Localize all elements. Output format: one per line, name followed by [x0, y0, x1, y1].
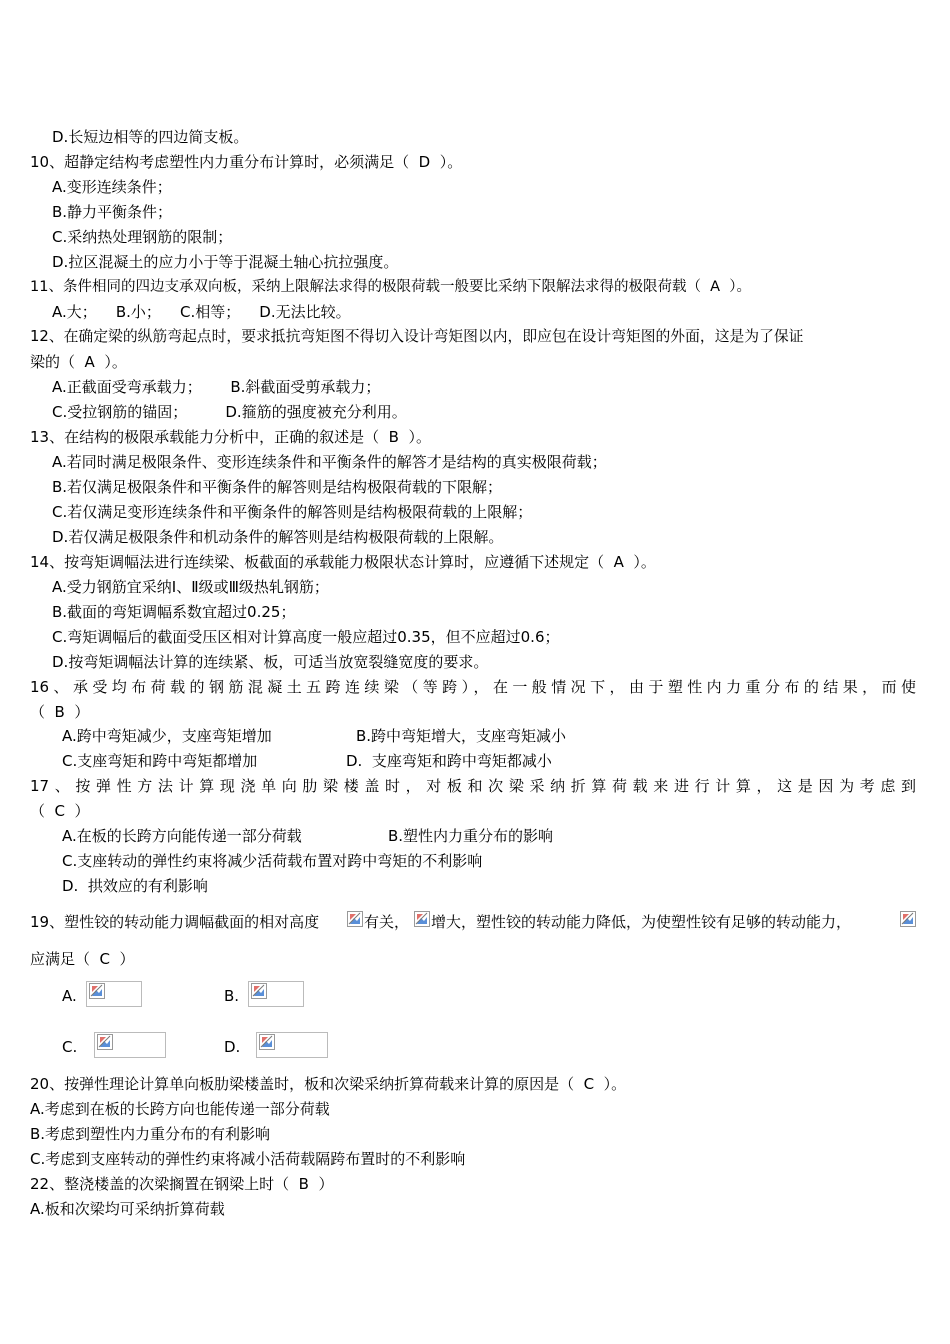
- option-line: A.在板的长跨方向能传递一部分荷载: [62, 827, 302, 845]
- question-16: 16、承受均布荷载的钢筋混凝土五跨连续梁（等跨），在一般情况下，由于塑性内力重分布的结果，而使: [30, 678, 916, 696]
- option-label: A.: [62, 987, 77, 1005]
- option-label: B.: [224, 987, 240, 1005]
- option-line: C.考虑到支座转动的弹性约束将减小活荷载隔跨布置时的不利影响: [30, 1150, 466, 1168]
- question-14: 14、按弯矩调幅法进行连续梁、板截面的承载能力极限状态计算时，应遵循下述规定（ A ）。: [30, 553, 656, 571]
- option-line: A.变形连续条件；: [52, 178, 172, 196]
- question-13: 13、在结构的极限承载能力分析中，正确的叙述是（ B ）。: [30, 428, 431, 446]
- question-19-part2: 有关，: [364, 913, 410, 931]
- option-line: B.考虑到塑性内力重分布的有利影响: [30, 1125, 271, 1143]
- option-line: C.采纳热处理钢筋的限制；: [52, 228, 233, 246]
- question-19-cont: 应满足（ C ）: [30, 950, 135, 968]
- option-line: C.支座转动的弹性约束将减少活荷载布置对跨中弯矩的不利影响: [62, 852, 483, 870]
- option-line: A.跨中弯矩减少，支座弯矩增加: [62, 727, 272, 745]
- option-line: B.静力平衡条件；: [52, 203, 173, 221]
- broken-image-icon: [97, 1034, 113, 1050]
- option-line: B.若仅满足极限条件和平衡条件的解答则是结构极限荷载的下限解；: [52, 478, 503, 496]
- question-12-cont: 梁的（ A ）。: [30, 353, 127, 371]
- question-17: 17、按弹性方法计算现浇单向肋梁楼盖时，对板和次梁采纳折算荷载来进行计算，这是因为考虑到: [30, 777, 916, 795]
- question-16-answer: （ B ）: [30, 703, 90, 721]
- option-line: B.截面的弯矩调幅系数宜超过0.25；: [52, 603, 296, 621]
- broken-image-icon: [347, 911, 363, 927]
- option-line: D.若仅满足极限条件和机动条件的解答则是结构极限荷载的上限解。: [52, 528, 504, 546]
- question-17-answer: （ C ）: [30, 802, 90, 820]
- option-line: A.板和次梁均可采纳折算荷载: [30, 1200, 225, 1218]
- option-line: D.按弯矩调幅法计算的连续紧、板，可适当放宽裂缝宽度的要求。: [52, 653, 489, 671]
- text-line: D.长短边相等的四边简支板。: [52, 128, 249, 146]
- option-line: D. 支座弯矩和跨中弯矩都减小: [346, 752, 552, 770]
- option-line: A.受力钢筋宜采纳Ⅰ、Ⅱ级或Ⅲ级热轧钢筋；: [52, 578, 329, 596]
- option-line: C.支座弯矩和跨中弯矩都增加: [62, 752, 258, 770]
- option-line: A.正截面受弯承载力； B.斜截面受剪承载力；: [52, 378, 381, 396]
- broken-image-icon: [259, 1034, 275, 1050]
- question-11: 11、条件相同的四边支承双向板，采纳上限解法求得的极限荷载一般要比采纳下限解法求得的极限荷载（ A ）。: [30, 279, 752, 295]
- option-line: B.跨中弯矩增大，支座弯矩减小: [356, 727, 567, 745]
- option-line: A.考虑到在板的长跨方向也能传递一部分荷载: [30, 1100, 330, 1118]
- broken-image-icon: [414, 911, 430, 927]
- question-10: 10、超静定结构考虑塑性内力重分布计算时，必须满足（ D ）。: [30, 153, 463, 171]
- option-line: D. 拱效应的有利影响: [62, 877, 208, 895]
- option-line: D.拉区混凝土的应力小于等于混凝土轴心抗拉强度。: [52, 253, 399, 271]
- broken-image-icon: [89, 983, 105, 999]
- question-22: 22、整浇楼盖的次梁搁置在钢梁上时（ B ）: [30, 1175, 334, 1193]
- question-19-part1: 19、塑性铰的转动能力调幅截面的相对高度: [30, 913, 320, 931]
- option-label: D.: [224, 1038, 241, 1056]
- option-line: B.塑性内力重分布的影响: [388, 827, 554, 845]
- option-line: A.若同时满足极限条件、变形连续条件和平衡条件的解答才是结构的真实极限荷载；: [52, 453, 607, 471]
- option-label: C.: [62, 1038, 78, 1056]
- option-line: C.若仅满足变形连续条件和平衡条件的解答则是结构极限荷载的上限解；: [52, 503, 533, 521]
- option-line: C.弯矩调幅后的截面受压区相对计算高度一般应超过0.35，但不应超过0.6；: [52, 628, 560, 646]
- broken-image-icon: [251, 983, 267, 999]
- option-line: C.受拉钢筋的锚固； D.箍筋的强度被充分利用。: [52, 403, 407, 421]
- question-12: 12、在确定梁的纵筋弯起点时，要求抵抗弯矩图不得切入设计弯矩图以内，即应包在设计弯矩图的外面，这是为了保证: [30, 328, 804, 345]
- broken-image-icon: [900, 911, 916, 927]
- option-line: A.大； B.小； C.相等； D.无法比较。: [52, 303, 351, 321]
- question-20: 20、按弹性理论计算单向板肋梁楼盖时，板和次梁采纳折算荷载来计算的原因是（ C ）。: [30, 1075, 627, 1093]
- question-19-part3: 增大，塑性铰的转动能力降低，为使塑性铰有足够的转动能力，: [431, 913, 852, 931]
